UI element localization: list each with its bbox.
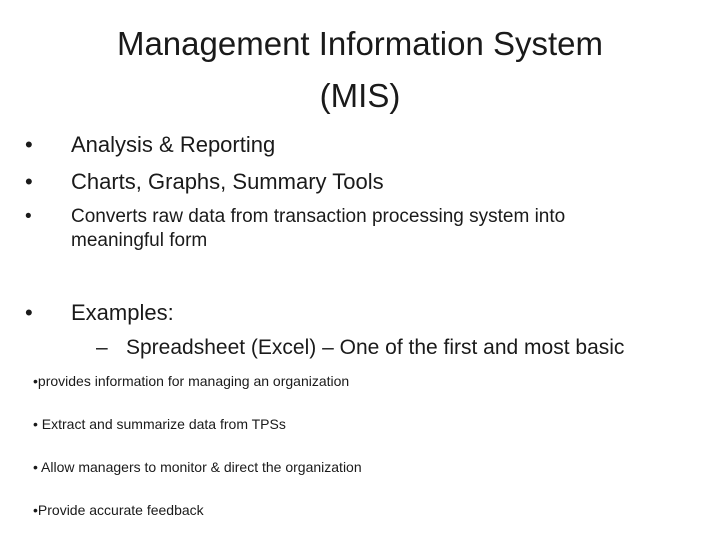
note-item: • Allow managers to monitor & direct the organization (33, 459, 362, 475)
bullet-item (25, 169, 384, 195)
note-item: • Extract and summarize data from TPSs (33, 416, 286, 432)
sub-bullet-item (96, 335, 624, 361)
bullet-text: Examples: (71, 300, 174, 325)
bullet-marker: • (25, 300, 33, 325)
sub-bullet-text: Spreadsheet (Excel) – One of the first and most basic (126, 336, 625, 359)
slide-title-line-1: Management Information System (116, 25, 604, 62)
bullet-item (25, 132, 275, 158)
note-item: •Provide accurate feedback (33, 502, 204, 518)
slide-title-line-2: (MIS) (319, 77, 401, 114)
note-item: •provides information for managing an organization (33, 373, 350, 389)
bullet-item (25, 300, 174, 326)
bullet-text: Charts, Graphs, Summary Tools (71, 169, 384, 194)
bullet-marker: • (25, 206, 32, 227)
bullet-marker: • (25, 132, 33, 157)
bullet-item (25, 205, 665, 253)
bullet-text: Converts raw data from transaction processing system into meaningful form (71, 206, 566, 251)
dash-marker: – (96, 336, 108, 359)
bullet-text: Analysis & Reporting (71, 132, 276, 157)
bullet-marker: • (25, 169, 33, 194)
